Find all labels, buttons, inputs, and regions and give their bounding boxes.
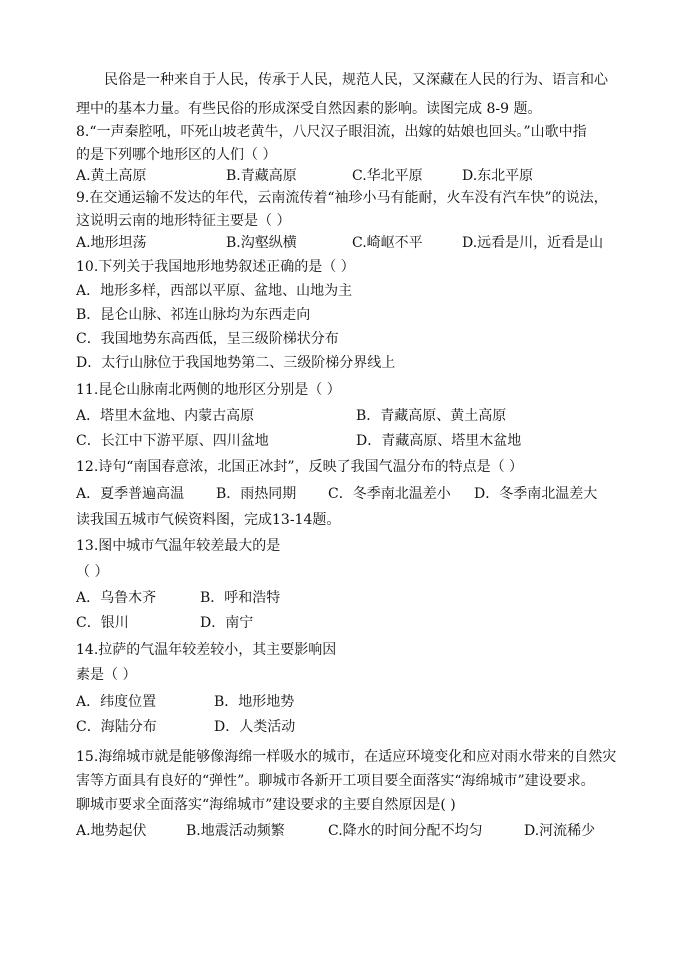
q8-stem-1: 8.“一声秦腔吼，吓死山坡老黄牛，八尺汉子眼泪流，出嫁的姑娘也回头。”山歌中指 [76, 124, 587, 140]
q8-stem-2: 的是下列哪个地形区的人们（ ） [76, 147, 277, 163]
q9-stem-2: 这说明云南的地形特征主要是（ ） [76, 213, 291, 229]
q13-option-b: B．呼和浩特 [200, 590, 281, 606]
q12-option-a: A．夏季普遍高温 [76, 486, 185, 502]
q9-option-b: B.沟壑纵横 [226, 235, 297, 251]
q8-option-d: D.东北平原 [462, 168, 534, 184]
q14-options-row-2 [76, 717, 616, 737]
q8-options [76, 166, 616, 186]
q10-stem: 10.下列关于我国地形地势叙述正确的是（ ） [76, 259, 355, 275]
q10-option-b: B．昆仑山脉、祁连山脉均为东西走向 [76, 307, 311, 323]
q13-stem-1: 13.图中城市气温年较差最大的是 [76, 538, 281, 554]
q15-option-c: C.降水的时间分配不均匀 [328, 823, 483, 839]
q9-option-d: D.远看是川，近看是山 [462, 235, 604, 251]
q10-option-a: A．地形多样，西部以平原、盆地、山地为主 [76, 283, 353, 299]
q15-stem-2: 害等方面具有良好的“弹性”。聊城市各新开工项目要全面落实“海绵城市”建设要求。 [76, 773, 595, 789]
q13-option-d: D．南宁 [200, 615, 254, 631]
q11-option-d: D．青藏高原、塔里木盆地 [356, 433, 522, 449]
q9-stem-1: 9.在交通运输不发达的年代，云南流传着“袖珍小马有能耐，火车没有汽车快”的说法， [76, 190, 608, 206]
q15-option-b: B.地震活动频繁 [186, 823, 285, 839]
q9-option-a: A.地形坦荡 [76, 235, 147, 251]
q13-options-row-2 [76, 613, 616, 633]
q14-stem-1: 14.拉萨的气温年较差较小，其主要影响因 [76, 642, 337, 658]
q13-stem-2: （ ） [76, 564, 109, 580]
q9-option-c: C.崎岖不平 [352, 235, 423, 251]
q11-options-row-1 [76, 406, 616, 426]
q13-option-a: A．乌鲁木齐 [76, 590, 157, 606]
q11-option-a: A．塔里木盆地、内蒙古高原 [76, 408, 255, 424]
q14-option-a: A．纬度位置 [76, 694, 157, 710]
q12-option-d: D．冬季南北温差大 [474, 486, 598, 502]
q11-options-row-2 [76, 431, 616, 451]
q10-option-c: C．我国地势东高西低，呈三级阶梯状分布 [76, 331, 339, 347]
q14-option-b: B．地形地势 [214, 694, 295, 710]
q14-options-row-1 [76, 692, 616, 712]
q12-options [76, 484, 616, 504]
intro-line-1: 民俗是一种来自于人民，传承于人民，规范人民，又深藏在人民的行为、语言和心 [104, 72, 608, 88]
read-instruction: 读我国五城市气候资料图，完成13-14题。 [76, 512, 341, 528]
q9-options [76, 233, 616, 253]
q15-option-d: D.河流稀少 [524, 823, 596, 839]
q11-stem: 11.昆仑山脉南北两侧的地形区分别是（ ） [76, 382, 341, 398]
q14-option-d: D．人类活动 [214, 719, 296, 735]
q10-option-d: D．太行山脉位于我国地势第二、三级阶梯分界线上 [76, 355, 396, 371]
intro-line-2: 理中的基本力量。有些民俗的形成深受自然因素的影响。读图完成 8-9 题。 [76, 101, 542, 117]
q8-option-c: C.华北平原 [352, 168, 423, 184]
q14-option-c: C．海陆分布 [76, 719, 157, 735]
q8-option-a: A.黄土高原 [76, 168, 147, 184]
q14-stem-2: 素是（ ） [76, 667, 137, 683]
q15-options [76, 821, 616, 841]
q11-option-c: C．长江中下游平原、四川盆地 [76, 433, 269, 449]
q8-option-b: B.青藏高原 [226, 168, 297, 184]
q15-stem-1: 15.海绵城市就是能够像海绵一样吸水的城市，在适应环境变化和应对雨水带来的自然灾 [76, 749, 617, 765]
q15-stem-3: 聊城市要求全面落实“海绵城市”建设要求的主要自然原因是( ) [76, 797, 456, 813]
q12-option-c: C．冬季南北温差小 [328, 486, 451, 502]
q15-option-a: A.地势起伏 [76, 823, 147, 839]
q13-option-c: C．银川 [76, 615, 129, 631]
q12-option-b: B．雨热同期 [216, 486, 297, 502]
q13-options-row-1 [76, 588, 616, 608]
q12-stem: 12.诗句“南国春意浓，北国正冰封”，反映了我国气温分布的特点是（ ） [76, 459, 524, 475]
q11-option-b: B．青藏高原、黄土高原 [356, 408, 507, 424]
